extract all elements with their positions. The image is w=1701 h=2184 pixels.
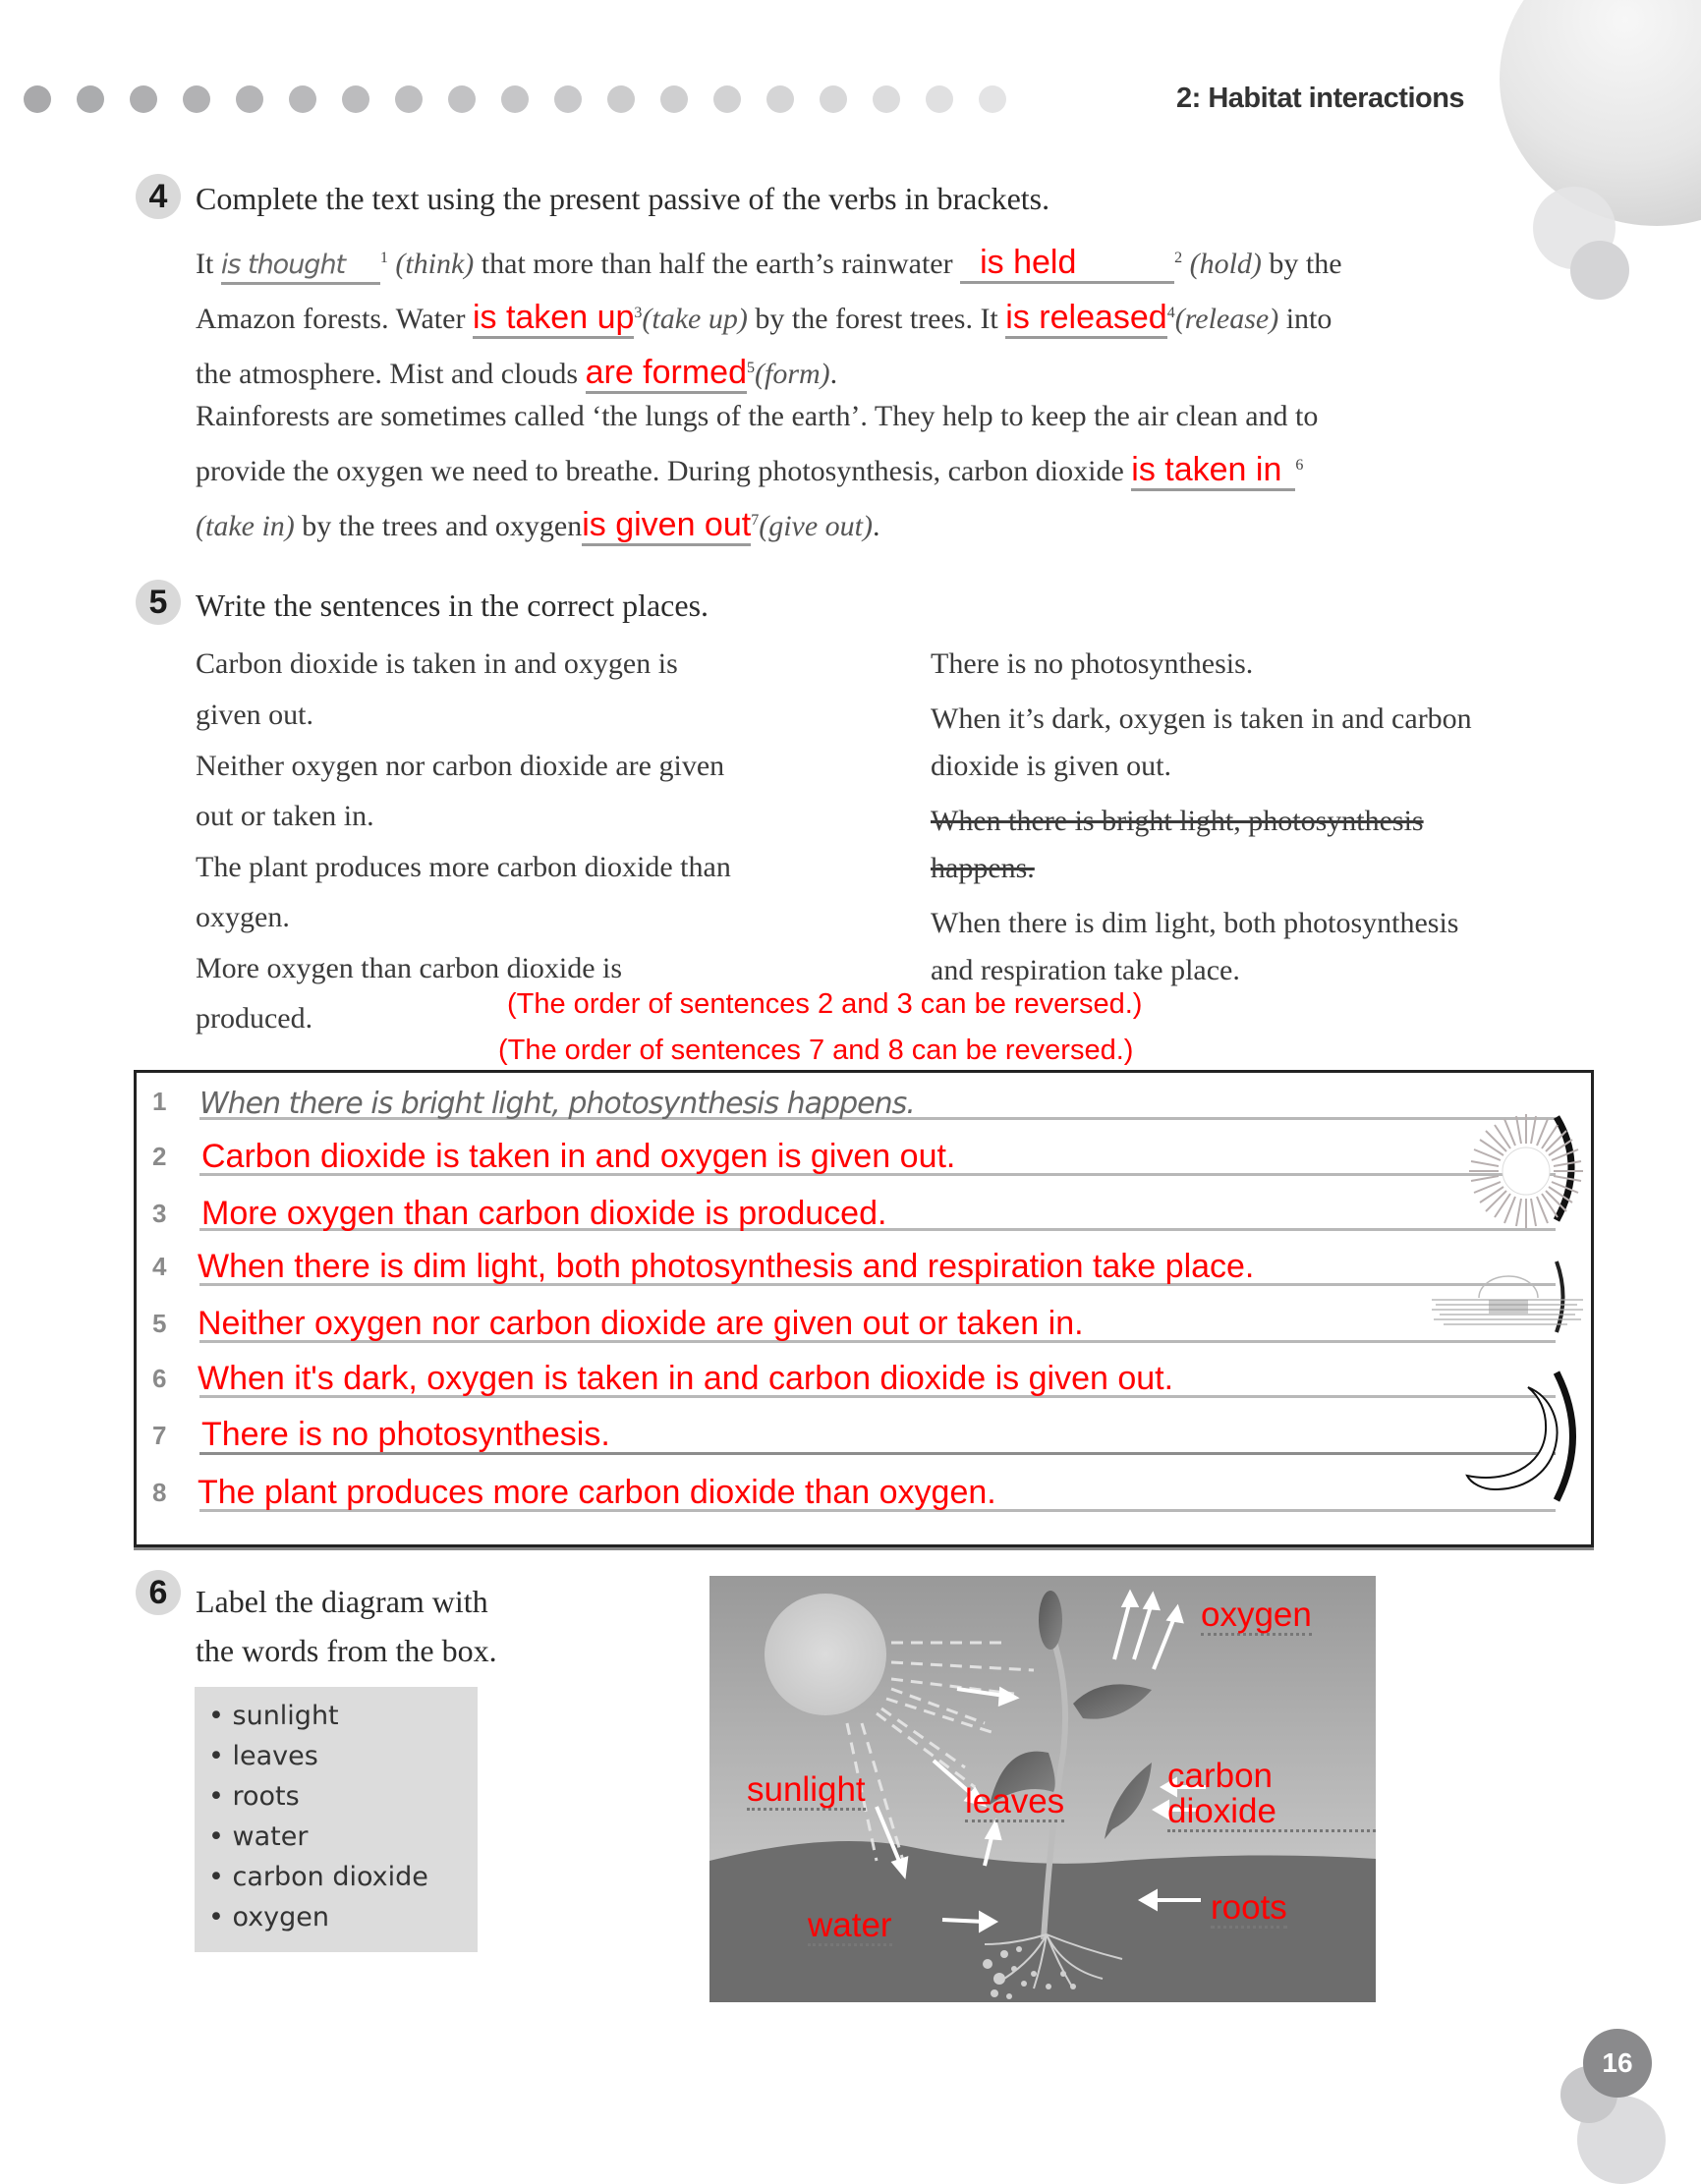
answer-text: When it's dark, oxygen is taken in and carbon dioxide is given out. xyxy=(198,1360,1174,1397)
row-number: 2 xyxy=(152,1142,167,1171)
progress-dot xyxy=(130,85,157,113)
answer-text: There is no photosynthesis. xyxy=(201,1416,610,1453)
answer-text: Carbon dioxide is taken in and oxygen is given out. xyxy=(201,1138,956,1175)
sentence-list-left: Carbon dioxide is taken in and oxygen is given out. Neither oxygen nor carbon dioxide are given out or taken in. The plant produces more carbon dioxide than oxygen. More oxygen than carbon dioxide is produced. xyxy=(196,647,731,1035)
row-number: 1 xyxy=(152,1087,167,1116)
exercise4-paragraph1: It is thought $^1$ (think) that more than half the earth’s rainwater is held $^2$ (hold) by the Amazon forests. Water is taken $up^3(take$ up) by the forest trees. It is released$^4$(release) into the atmosphere. Mist and clouds are formed$^5$(form). xyxy=(196,234,1591,399)
progress-dot xyxy=(448,85,476,113)
label-leaves: leaves xyxy=(965,1782,1065,1820)
progress-dot xyxy=(766,85,794,113)
answer-blank-6[interactable]: is taken in xyxy=(1131,453,1295,491)
order-note: (The order of sentences 7 and 8 can be reversed.) xyxy=(498,1035,1134,1066)
label-carbon-dioxide: carbon dioxide xyxy=(1167,1759,1376,1832)
exercise-number-badge: 6 xyxy=(136,1570,181,1615)
answer-blank-1[interactable]: is thought xyxy=(221,248,380,285)
decorative-circle xyxy=(1500,0,1701,226)
exercise-instruction: Write the sentences in the correct places. xyxy=(196,588,709,623)
word-item: • oxygen xyxy=(208,1902,330,1932)
exercise4-paragraph2: Rainforests are sometimes called ‘the lungs of the earth’. They help to keep the air clean and to provide the oxygen we need to breathe. During photosynthesis, carbon dioxide is taken in $^6$ (take in) by the trees and oxygenis given out$^7$(give out). xyxy=(196,392,1591,551)
word-item: • roots xyxy=(208,1781,300,1812)
answer-blank-5[interactable]: are formed xyxy=(586,356,747,394)
exercise-number-badge: 5 xyxy=(136,580,181,625)
row-number: 3 xyxy=(152,1199,167,1228)
sentence-list-right: There is no photosynthesis. When it’s dark, oxygen is taken in and carbon dioxide is given out. When there is bright light, photosynthesis happens. When there is dim light, both photosynthesis and respiration take place. xyxy=(931,647,1472,986)
label-water: water xyxy=(808,1906,892,1944)
progress-dot xyxy=(395,85,423,113)
sunset-icon xyxy=(1430,1274,1585,1335)
answer-blank-4[interactable]: is released xyxy=(1005,301,1166,339)
answer-box xyxy=(134,1070,1594,1547)
answer-text: Neither oxygen nor carbon dioxide are given out or taken in. xyxy=(198,1305,1084,1342)
label-roots: roots xyxy=(1211,1888,1287,1927)
word-item: • water xyxy=(208,1821,309,1852)
row-number: 7 xyxy=(152,1421,167,1450)
exercise-number-badge: 4 xyxy=(136,174,181,219)
progress-dots xyxy=(24,85,1006,113)
row-number: 6 xyxy=(152,1364,167,1393)
row-number: 8 xyxy=(152,1478,167,1507)
label-sunlight: sunlight xyxy=(747,1770,866,1809)
answer-text: More oxygen than carbon dioxide is produced. xyxy=(201,1195,887,1232)
progress-dot xyxy=(607,85,635,113)
word-box xyxy=(195,1687,478,1952)
answer-blank-2[interactable]: is held xyxy=(960,246,1174,284)
label-oxygen: oxygen xyxy=(1201,1596,1312,1634)
progress-dot xyxy=(713,85,741,113)
progress-dot xyxy=(501,85,529,113)
progress-dot xyxy=(183,85,210,113)
row-number: 4 xyxy=(152,1252,167,1281)
answer-blank-3[interactable]: is taken up xyxy=(473,301,634,339)
word-item: • leaves xyxy=(208,1741,318,1771)
exercise-instruction: Label the diagram with the words from the box. xyxy=(196,1584,497,1668)
sun-icon xyxy=(1467,1112,1585,1230)
progress-dot xyxy=(342,85,369,113)
progress-dot xyxy=(236,85,263,113)
progress-dot xyxy=(289,85,316,113)
order-note: (The order of sentences 2 and 3 can be reversed.) xyxy=(507,988,1143,1020)
progress-dot xyxy=(660,85,688,113)
answer-text: The plant produces more carbon dioxide than oxygen. xyxy=(198,1474,996,1511)
answer-blank-7[interactable]: is given out xyxy=(582,508,751,546)
plant-diagram xyxy=(709,1576,1376,2002)
answer-text: When there is dim light, both photosynthesis and respiration take place. xyxy=(198,1248,1255,1285)
progress-dot xyxy=(820,85,847,113)
word-item: • carbon dioxide xyxy=(208,1862,428,1892)
page-number: 16 xyxy=(1583,2029,1652,2098)
word-item: • sunlight xyxy=(208,1701,339,1731)
example-answer: When there is bright light, photosynthesis happens. xyxy=(199,1087,915,1121)
exercise-instruction: Complete the text using the present passive of the verbs in brackets. xyxy=(196,181,1050,216)
progress-dot xyxy=(926,85,953,113)
progress-dot xyxy=(77,85,104,113)
moon-icon xyxy=(1465,1379,1573,1497)
progress-dot xyxy=(979,85,1006,113)
chapter-title: 2: Habitat interactions xyxy=(1176,83,1465,114)
progress-dot xyxy=(554,85,582,113)
progress-dot xyxy=(873,85,900,113)
row-number: 5 xyxy=(152,1309,167,1338)
progress-dot xyxy=(24,85,51,113)
